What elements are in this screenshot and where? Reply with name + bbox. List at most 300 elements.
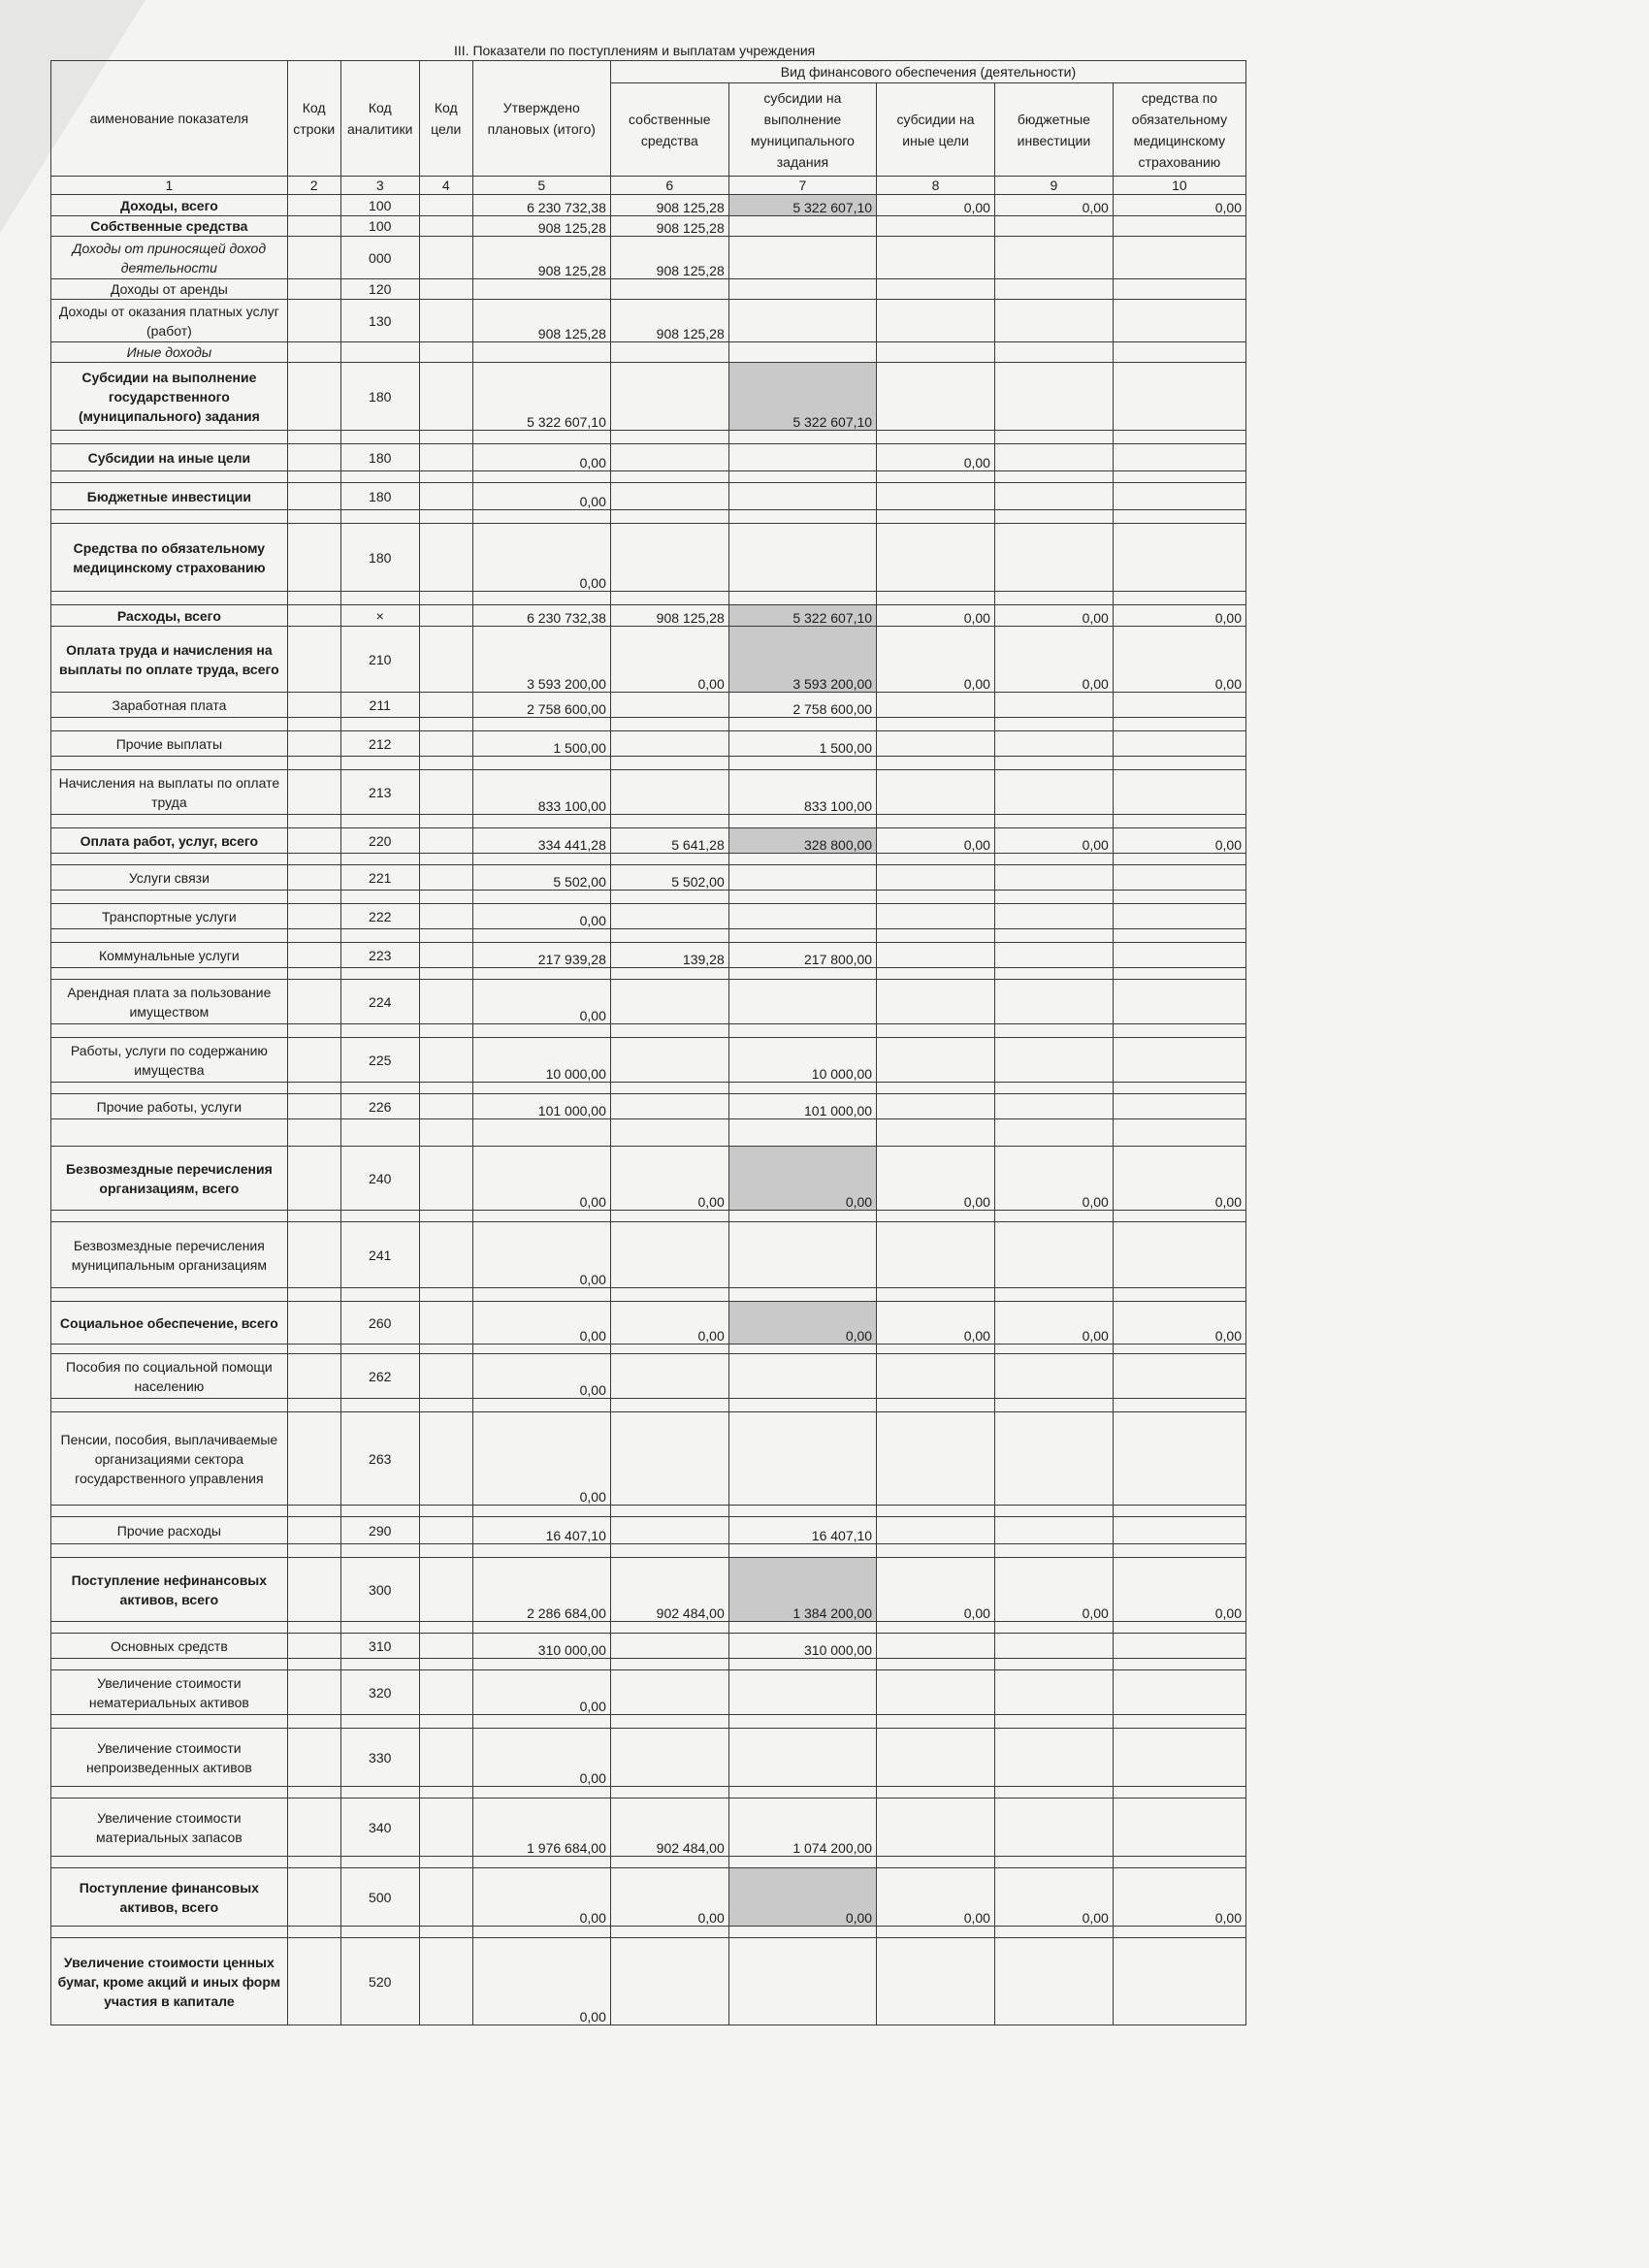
other-subsidy-cell xyxy=(877,1412,995,1506)
other-subsidy-cell xyxy=(877,1399,995,1412)
own-funds-cell xyxy=(610,1634,728,1659)
target-code-cell xyxy=(419,1038,472,1083)
budget-investment-cell xyxy=(994,1927,1113,1938)
analytic-code-cell: 330 xyxy=(340,1729,419,1787)
budget-investment-cell xyxy=(994,1798,1113,1857)
analytic-code-cell xyxy=(340,891,419,904)
table-row xyxy=(51,1147,1246,1211)
budget-investment-cell xyxy=(994,1038,1113,1083)
approved-cell: 334 441,28 xyxy=(472,828,610,854)
municipal-subsidy-cell xyxy=(728,1083,876,1094)
municipal-subsidy-cell: 5 322 607,10 xyxy=(728,363,876,431)
municipal-subsidy-cell: 2 758 600,00 xyxy=(728,693,876,718)
oms-cell xyxy=(1113,279,1245,300)
analytic-code-cell: 223 xyxy=(340,943,419,968)
target-code-cell xyxy=(419,815,472,828)
own-funds-cell xyxy=(610,444,728,471)
row-code-cell xyxy=(287,1506,340,1517)
row-code-cell xyxy=(287,1715,340,1729)
target-code-cell xyxy=(419,1083,472,1094)
target-code-cell xyxy=(419,1024,472,1038)
target-code-cell xyxy=(419,1868,472,1927)
oms-cell xyxy=(1113,693,1245,718)
budget-investment-cell xyxy=(994,592,1113,605)
own-funds-cell xyxy=(610,431,728,444)
target-code-cell xyxy=(419,929,472,943)
budget-investment-cell xyxy=(994,444,1113,471)
analytic-code-cell xyxy=(340,592,419,605)
approved-cell: 0,00 xyxy=(472,1147,610,1211)
other-subsidy-cell xyxy=(877,1729,995,1787)
table-row xyxy=(51,627,1246,693)
budget-investment-cell xyxy=(994,1412,1113,1506)
table-row xyxy=(51,891,1246,904)
row-code-cell xyxy=(287,627,340,693)
indicator-name xyxy=(51,1622,288,1634)
own-funds-cell: 908 125,28 xyxy=(610,605,728,627)
budget-investment-cell xyxy=(994,524,1113,592)
indicator-name: Прочие расходы xyxy=(51,1517,288,1544)
table-row xyxy=(51,1787,1246,1798)
col-number: 4 xyxy=(419,177,472,195)
municipal-subsidy-cell xyxy=(728,1354,876,1399)
indicator-name: Увеличение стоимости материальных запасов xyxy=(51,1798,288,1857)
table-row xyxy=(51,1670,1246,1715)
own-funds-cell xyxy=(610,1288,728,1302)
indicator-name xyxy=(51,1927,288,1938)
indicator-name: Арендная плата за пользование имуществом xyxy=(51,980,288,1024)
budget-investment-cell xyxy=(994,279,1113,300)
own-funds-cell xyxy=(610,483,728,510)
header-target-code: Код цели xyxy=(419,61,472,177)
indicator-name: Пенсии, пособия, выплачиваемые организациями сектора государственного управления xyxy=(51,1412,288,1506)
oms-cell xyxy=(1113,444,1245,471)
analytic-code-cell: 224 xyxy=(340,980,419,1024)
analytic-code-cell xyxy=(340,815,419,828)
row-code-cell xyxy=(287,483,340,510)
own-funds-cell: 0,00 xyxy=(610,1868,728,1927)
table-row xyxy=(51,1634,1246,1659)
analytic-code-cell: 130 xyxy=(340,300,419,342)
other-subsidy-cell xyxy=(877,770,995,815)
target-code-cell xyxy=(419,854,472,865)
table-row xyxy=(51,1038,1246,1083)
approved-cell: 0,00 xyxy=(472,1302,610,1345)
header-approved: Утверждено плановых (итого) xyxy=(472,61,610,177)
col-number: 10 xyxy=(1113,177,1245,195)
table-row xyxy=(51,279,1246,300)
indicator-name: Доходы от приносящей доход деятельности xyxy=(51,237,288,279)
row-code-cell xyxy=(287,1670,340,1715)
oms-cell xyxy=(1113,929,1245,943)
row-code-cell xyxy=(287,1634,340,1659)
budget-investment-cell xyxy=(994,1787,1113,1798)
oms-cell xyxy=(1113,592,1245,605)
analytic-code-cell xyxy=(340,1857,419,1868)
indicator-name xyxy=(51,891,288,904)
budget-investment-cell xyxy=(994,1670,1113,1715)
own-funds-cell xyxy=(610,929,728,943)
indicator-name: Оплата труда и начисления на выплаты по оплате труда, всего xyxy=(51,627,288,693)
municipal-subsidy-cell xyxy=(728,815,876,828)
approved-cell: 908 125,28 xyxy=(472,237,610,279)
indicator-name: Иные доходы xyxy=(51,342,288,363)
own-funds-cell xyxy=(610,718,728,731)
oms-cell xyxy=(1113,1622,1245,1634)
analytic-code-cell xyxy=(340,1544,419,1558)
target-code-cell xyxy=(419,1857,472,1868)
budget-investment-cell xyxy=(994,1544,1113,1558)
indicator-name: Субсидии на иные цели xyxy=(51,444,288,471)
analytic-code-cell xyxy=(340,1083,419,1094)
approved-cell xyxy=(472,1288,610,1302)
approved-cell xyxy=(472,1622,610,1634)
municipal-subsidy-cell: 1 074 200,00 xyxy=(728,1798,876,1857)
oms-cell xyxy=(1113,1412,1245,1506)
municipal-subsidy-cell xyxy=(728,1544,876,1558)
indicator-name xyxy=(51,815,288,828)
row-code-cell xyxy=(287,1544,340,1558)
approved-cell: 0,00 xyxy=(472,1670,610,1715)
other-subsidy-cell xyxy=(877,1857,995,1868)
budget-investment-cell xyxy=(994,757,1113,770)
target-code-cell xyxy=(419,828,472,854)
header-analytic-code: Код аналитики xyxy=(340,61,419,177)
target-code-cell xyxy=(419,1345,472,1354)
analytic-code-cell: 180 xyxy=(340,483,419,510)
indicator-name: Расходы, всего xyxy=(51,605,288,627)
oms-cell: 0,00 xyxy=(1113,1302,1245,1345)
own-funds-cell xyxy=(610,1038,728,1083)
indicator-name xyxy=(51,1715,288,1729)
target-code-cell xyxy=(419,1119,472,1147)
row-code-cell xyxy=(287,1659,340,1670)
analytic-code-cell xyxy=(340,1024,419,1038)
other-subsidy-cell xyxy=(877,1038,995,1083)
header-oms: средства по обязательному медицинскому страхованию xyxy=(1113,83,1245,177)
row-code-cell xyxy=(287,770,340,815)
municipal-subsidy-cell xyxy=(728,980,876,1024)
own-funds-cell xyxy=(610,1345,728,1354)
target-code-cell xyxy=(419,1147,472,1211)
oms-cell xyxy=(1113,770,1245,815)
target-code-cell xyxy=(419,1558,472,1622)
analytic-code-cell xyxy=(340,1288,419,1302)
page-title: III. Показатели по поступлениям и выплатам учреждения xyxy=(454,43,816,58)
approved-cell: 1 500,00 xyxy=(472,731,610,757)
table-row xyxy=(51,1211,1246,1222)
budget-investment-cell xyxy=(994,216,1113,237)
approved-cell xyxy=(472,1857,610,1868)
other-subsidy-cell xyxy=(877,1634,995,1659)
target-code-cell xyxy=(419,1787,472,1798)
oms-cell: 0,00 xyxy=(1113,627,1245,693)
other-subsidy-cell: 0,00 xyxy=(877,444,995,471)
oms-cell xyxy=(1113,1857,1245,1868)
oms-cell xyxy=(1113,483,1245,510)
municipal-subsidy-cell xyxy=(728,968,876,980)
target-code-cell xyxy=(419,1222,472,1288)
own-funds-cell xyxy=(610,854,728,865)
indicator-name xyxy=(51,1659,288,1670)
target-code-cell xyxy=(419,444,472,471)
municipal-subsidy-cell xyxy=(728,216,876,237)
indicator-name: Безвозмездные перечисления организациям, всего xyxy=(51,1147,288,1211)
budget-investment-cell xyxy=(994,980,1113,1024)
other-subsidy-cell xyxy=(877,968,995,980)
row-code-cell xyxy=(287,363,340,431)
budget-investment-cell xyxy=(994,1345,1113,1354)
other-subsidy-cell xyxy=(877,1083,995,1094)
municipal-subsidy-cell: 10 000,00 xyxy=(728,1038,876,1083)
budget-investment-cell xyxy=(994,431,1113,444)
own-funds-cell xyxy=(610,731,728,757)
analytic-code-cell: 210 xyxy=(340,627,419,693)
other-subsidy-cell xyxy=(877,483,995,510)
oms-cell xyxy=(1113,1787,1245,1798)
analytic-code-cell: 310 xyxy=(340,1634,419,1659)
own-funds-cell xyxy=(610,342,728,363)
target-code-cell xyxy=(419,237,472,279)
header-finance-group: Вид финансового обеспечения (деятельности) xyxy=(610,61,1245,83)
oms-cell xyxy=(1113,1670,1245,1715)
indicator-name: Основных средств xyxy=(51,1634,288,1659)
approved-cell: 908 125,28 xyxy=(472,216,610,237)
municipal-subsidy-cell xyxy=(728,1222,876,1288)
indicator-name xyxy=(51,1399,288,1412)
indicator-name xyxy=(51,1288,288,1302)
oms-cell xyxy=(1113,1544,1245,1558)
table-row xyxy=(51,1119,1246,1147)
table-row xyxy=(51,968,1246,980)
analytic-code-cell: 263 xyxy=(340,1412,419,1506)
approved-cell: 16 407,10 xyxy=(472,1517,610,1544)
other-subsidy-cell xyxy=(877,1506,995,1517)
oms-cell xyxy=(1113,904,1245,929)
municipal-subsidy-cell xyxy=(728,524,876,592)
approved-cell xyxy=(472,1787,610,1798)
analytic-code-cell: 226 xyxy=(340,1094,419,1119)
own-funds-cell xyxy=(610,1119,728,1147)
budget-investment-cell: 0,00 xyxy=(994,1868,1113,1927)
table-row xyxy=(51,980,1246,1024)
oms-cell xyxy=(1113,731,1245,757)
analytic-code-cell xyxy=(340,1211,419,1222)
indicator-name: Коммунальные услуги xyxy=(51,943,288,968)
target-code-cell xyxy=(419,216,472,237)
municipal-subsidy-cell xyxy=(728,300,876,342)
approved-cell xyxy=(472,592,610,605)
header-municipal-subsidy: субсидии на выполнение муниципального задания xyxy=(728,83,876,177)
target-code-cell xyxy=(419,1729,472,1787)
analytic-code-cell: 225 xyxy=(340,1038,419,1083)
municipal-subsidy-cell xyxy=(728,431,876,444)
table-row xyxy=(51,1222,1246,1288)
approved-cell: 0,00 xyxy=(472,1868,610,1927)
other-subsidy-cell xyxy=(877,1094,995,1119)
approved-cell xyxy=(472,929,610,943)
approved-cell: 5 322 607,10 xyxy=(472,363,610,431)
analytic-code-cell: 212 xyxy=(340,731,419,757)
municipal-subsidy-cell xyxy=(728,1345,876,1354)
budget-investment-cell xyxy=(994,471,1113,483)
table-row xyxy=(51,444,1246,471)
municipal-subsidy-cell: 328 800,00 xyxy=(728,828,876,854)
budget-investment-cell xyxy=(994,1659,1113,1670)
approved-cell: 1 976 684,00 xyxy=(472,1798,610,1857)
indicator-name: Прочие выплаты xyxy=(51,731,288,757)
municipal-subsidy-cell xyxy=(728,865,876,891)
municipal-subsidy-cell: 16 407,10 xyxy=(728,1517,876,1544)
row-code-cell xyxy=(287,1399,340,1412)
analytic-code-cell xyxy=(340,929,419,943)
row-code-cell xyxy=(287,524,340,592)
row-code-cell xyxy=(287,943,340,968)
other-subsidy-cell xyxy=(877,431,995,444)
own-funds-cell: 0,00 xyxy=(610,627,728,693)
budget-investment-cell xyxy=(994,1024,1113,1038)
table-row xyxy=(51,943,1246,968)
approved-cell xyxy=(472,279,610,300)
municipal-subsidy-cell: 0,00 xyxy=(728,1147,876,1211)
oms-cell xyxy=(1113,943,1245,968)
own-funds-cell: 908 125,28 xyxy=(610,237,728,279)
municipal-subsidy-cell: 833 100,00 xyxy=(728,770,876,815)
row-code-cell xyxy=(287,1119,340,1147)
analytic-code-cell: 320 xyxy=(340,1670,419,1715)
table-row xyxy=(51,237,1246,279)
row-code-cell xyxy=(287,195,340,216)
other-subsidy-cell xyxy=(877,904,995,929)
municipal-subsidy-cell xyxy=(728,237,876,279)
own-funds-cell xyxy=(610,980,728,1024)
municipal-subsidy-cell: 0,00 xyxy=(728,1302,876,1345)
own-funds-cell xyxy=(610,592,728,605)
other-subsidy-cell xyxy=(877,1024,995,1038)
header-name: аименование показателя xyxy=(51,61,288,177)
table-row xyxy=(51,718,1246,731)
analytic-code-cell: 120 xyxy=(340,279,419,300)
indicator-name xyxy=(51,757,288,770)
column-numbers-row xyxy=(51,177,1246,195)
row-code-cell xyxy=(287,605,340,627)
own-funds-cell xyxy=(610,1222,728,1288)
approved-cell: 101 000,00 xyxy=(472,1094,610,1119)
approved-cell xyxy=(472,1927,610,1938)
row-code-cell xyxy=(287,510,340,524)
approved-cell xyxy=(472,1544,610,1558)
analytic-code-cell xyxy=(340,1927,419,1938)
row-code-cell xyxy=(287,1857,340,1868)
approved-cell: 0,00 xyxy=(472,1412,610,1506)
indicator-name xyxy=(51,718,288,731)
row-code-cell xyxy=(287,1938,340,2025)
own-funds-cell: 0,00 xyxy=(610,1302,728,1345)
analytic-code-cell xyxy=(340,757,419,770)
indicator-name: Поступление финансовых активов, всего xyxy=(51,1868,288,1927)
own-funds-cell xyxy=(610,1083,728,1094)
approved-cell xyxy=(472,968,610,980)
other-subsidy-cell: 0,00 xyxy=(877,605,995,627)
budget-investment-cell xyxy=(994,865,1113,891)
oms-cell xyxy=(1113,237,1245,279)
municipal-subsidy-cell: 1 500,00 xyxy=(728,731,876,757)
other-subsidy-cell xyxy=(877,1517,995,1544)
analytic-code-cell xyxy=(340,1659,419,1670)
row-code-cell xyxy=(287,592,340,605)
row-code-cell xyxy=(287,1083,340,1094)
target-code-cell xyxy=(419,627,472,693)
approved-cell: 217 939,28 xyxy=(472,943,610,968)
row-code-cell xyxy=(287,216,340,237)
own-funds-cell xyxy=(610,279,728,300)
target-code-cell xyxy=(419,1670,472,1715)
row-code-cell xyxy=(287,444,340,471)
oms-cell xyxy=(1113,1506,1245,1517)
table-row xyxy=(51,1399,1246,1412)
approved-cell xyxy=(472,1506,610,1517)
oms-cell xyxy=(1113,431,1245,444)
row-code-cell xyxy=(287,980,340,1024)
other-subsidy-cell xyxy=(877,524,995,592)
indicator-name xyxy=(51,1083,288,1094)
approved-cell: 2 758 600,00 xyxy=(472,693,610,718)
analytic-code-cell: 100 xyxy=(340,195,419,216)
row-code-cell xyxy=(287,968,340,980)
target-code-cell xyxy=(419,1094,472,1119)
municipal-subsidy-cell xyxy=(728,471,876,483)
indicator-name: Доходы от аренды xyxy=(51,279,288,300)
other-subsidy-cell xyxy=(877,592,995,605)
target-code-cell xyxy=(419,731,472,757)
indicator-name xyxy=(51,1211,288,1222)
table-row xyxy=(51,1857,1246,1868)
other-subsidy-cell xyxy=(877,216,995,237)
table-row xyxy=(51,195,1246,216)
budget-investment-cell xyxy=(994,1083,1113,1094)
own-funds-cell xyxy=(610,770,728,815)
other-subsidy-cell xyxy=(877,1354,995,1399)
municipal-subsidy-cell xyxy=(728,757,876,770)
approved-cell xyxy=(472,471,610,483)
municipal-subsidy-cell xyxy=(728,854,876,865)
table-row xyxy=(51,1868,1246,1927)
header-own-funds: собственные средства xyxy=(610,83,728,177)
indicator-name: Прочие работы, услуги xyxy=(51,1094,288,1119)
analytic-code-cell: 000 xyxy=(340,237,419,279)
oms-cell xyxy=(1113,1399,1245,1412)
row-code-cell xyxy=(287,854,340,865)
table-row xyxy=(51,1506,1246,1517)
target-code-cell xyxy=(419,510,472,524)
oms-cell xyxy=(1113,1345,1245,1354)
table-row xyxy=(51,1083,1246,1094)
other-subsidy-cell xyxy=(877,1119,995,1147)
row-code-cell xyxy=(287,1147,340,1211)
oms-cell xyxy=(1113,1517,1245,1544)
target-code-cell xyxy=(419,592,472,605)
table-row xyxy=(51,929,1246,943)
table-row xyxy=(51,757,1246,770)
approved-cell: 6 230 732,38 xyxy=(472,195,610,216)
table-row xyxy=(51,854,1246,865)
own-funds-cell xyxy=(610,1715,728,1729)
own-funds-cell: 139,28 xyxy=(610,943,728,968)
own-funds-cell: 902 484,00 xyxy=(610,1558,728,1622)
approved-cell: 908 125,28 xyxy=(472,300,610,342)
table-row xyxy=(51,431,1246,444)
own-funds-cell xyxy=(610,757,728,770)
